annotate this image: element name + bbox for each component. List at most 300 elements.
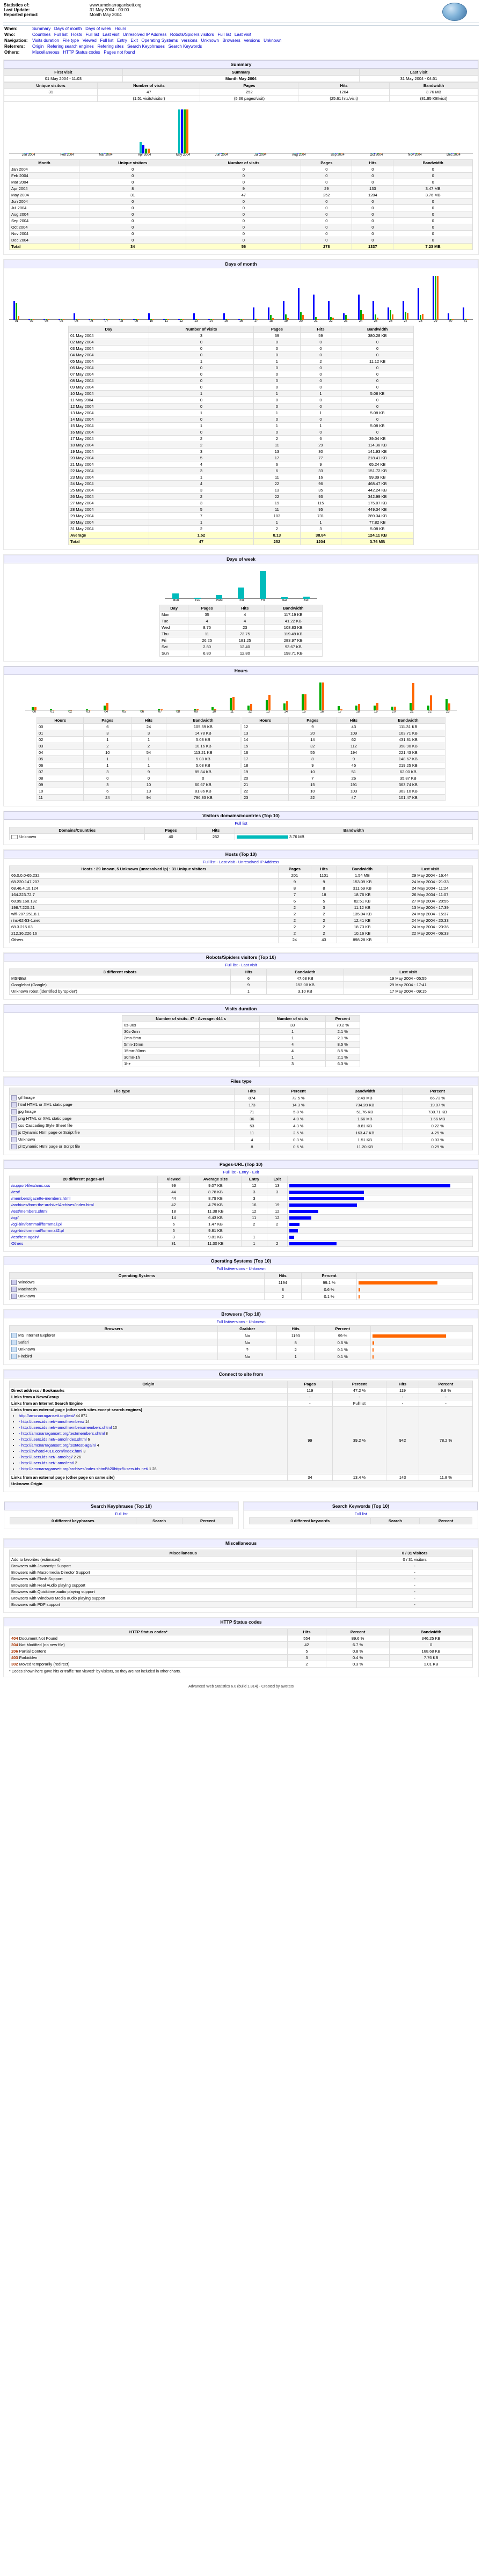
nav-link-visits-duration[interactable]: Visits duration xyxy=(32,38,60,43)
days-of-month-chart xyxy=(9,274,473,320)
days-month-cell: 11 xyxy=(254,507,301,513)
http-percent-cell: 0.4 % xyxy=(326,1655,390,1661)
robots-lastvisit-link[interactable]: Last visit xyxy=(241,963,257,968)
hosts-cell: 2 xyxy=(311,924,337,930)
hours-cell: 24 xyxy=(84,795,132,801)
http-code-cell: 206 Partial Content xyxy=(10,1648,288,1655)
table-row xyxy=(10,1339,473,1346)
nav-link-os-unknown[interactable]: Unknown xyxy=(201,38,219,43)
table-row xyxy=(10,179,473,186)
hour-chart-label: 06 xyxy=(140,710,144,714)
day-chart-label: 11 xyxy=(164,320,168,323)
filetype-cell: 72.5 % xyxy=(269,1095,327,1102)
nav-link-days-of-week[interactable]: Days of week xyxy=(85,26,112,31)
filetype-cell: 51.76 KB xyxy=(327,1109,403,1115)
bar-pages xyxy=(106,319,107,320)
days-month-cell: 1 xyxy=(254,391,301,397)
summary-cell: 0 xyxy=(186,237,301,244)
table-row xyxy=(10,924,473,930)
hour-chart-group xyxy=(403,664,421,710)
page-url-link[interactable]: /members/gazette-members.html xyxy=(11,1196,71,1201)
filetype-cell: 2.49 MB xyxy=(327,1095,403,1102)
table-row xyxy=(10,1095,473,1102)
page-url-link[interactable]: /archives/from-the-archive/Archives/index.html xyxy=(11,1202,94,1208)
hosts-col-hits: Hits xyxy=(311,866,337,872)
connect-external-count: 6 xyxy=(86,1438,90,1442)
day-chart-label: 18 xyxy=(269,320,273,323)
connect-external-link[interactable]: - http://amcnarragansett.org/archives/index.shtml%20http://users.ids.net/ xyxy=(19,1466,148,1472)
hosts-title: Hosts (Top 10) xyxy=(4,850,478,858)
hours-cell: 221.43 KB xyxy=(371,750,445,756)
countries-fulllist-link[interactable]: Full list xyxy=(235,821,247,826)
nav-link-countries[interactable]: Countries xyxy=(32,32,51,37)
page-url-metric-cell: 12 xyxy=(242,1208,267,1215)
hours-cell: 3 xyxy=(84,782,132,788)
hours-cell: 6 xyxy=(84,724,132,730)
summary-chart-month xyxy=(125,107,164,153)
nav-link-countries-fulllist[interactable]: Full list xyxy=(54,32,68,37)
connect-cell: Links from an Internet Search Engine xyxy=(10,1400,288,1407)
visit-duration-cell: 1 xyxy=(260,1029,325,1035)
days-month-cell: 29 May 2004 xyxy=(69,513,149,519)
keyphrases-title: Search Keyphrases (Top 10) xyxy=(4,1502,238,1510)
misc-value-cell: - xyxy=(357,1595,473,1602)
days-month-cell: 30 xyxy=(300,449,341,455)
day-chart-group xyxy=(338,274,353,320)
hosts-unresolved-ip-link[interactable]: Unresolved IP Address xyxy=(238,860,280,865)
connect-external-link[interactable]: - http://users.ids.net/~amc/members/members.shtml xyxy=(19,1425,112,1430)
weekday-chart-label: Wed xyxy=(216,599,223,602)
page-url-link[interactable]: /support-files/amc.css xyxy=(11,1183,50,1188)
connect-unknown-row xyxy=(10,1481,473,1487)
connect-samesite-metric-cell: 143 xyxy=(386,1474,419,1481)
nav-others-label: Others: xyxy=(4,50,20,55)
keyphrases-subtitle: 0 different keyphrases xyxy=(10,1518,136,1524)
table-row xyxy=(10,218,473,224)
hours-tables-wrapper xyxy=(36,716,446,802)
hours-cell: 10 xyxy=(132,782,166,788)
connect-cell: Direct address / Bookmarks xyxy=(10,1388,288,1394)
hosts-cell: 2 xyxy=(279,930,311,937)
nav-link-browsers-versions[interactable]: versions xyxy=(244,38,260,43)
nav-link-robots[interactable]: Robots/Spiders visitors xyxy=(170,32,214,37)
summary-last-visit-value: 31 May 2004 - 04:51 xyxy=(360,76,478,82)
day-chart-label: 02 xyxy=(30,320,34,323)
days-month-cell: 0 xyxy=(341,346,414,352)
hours-cell: 54 xyxy=(132,750,166,756)
bar-visits xyxy=(268,307,269,320)
hosts-cell: 18.76 KB xyxy=(337,892,388,898)
http-status-table xyxy=(9,1628,473,1668)
os-fulllist-link[interactable]: Full list/versions xyxy=(216,1266,245,1272)
bar-hits xyxy=(448,703,450,710)
nav-link-entry[interactable]: Entry xyxy=(117,38,127,43)
connect-external-link[interactable]: - http://amcnarragansett.org/test/members.shtml xyxy=(19,1431,105,1436)
table-row xyxy=(69,391,414,397)
bar-pages xyxy=(225,319,227,320)
page-url-link[interactable]: /test/members.shtml xyxy=(11,1209,48,1214)
hours-cell: 8 xyxy=(289,756,337,762)
bar-hits xyxy=(160,709,163,710)
country-pages-cell: 40 xyxy=(145,834,197,840)
connect-external-list-item xyxy=(19,1419,286,1425)
connect-external-link[interactable]: - http://users.ids.net/~amc/index.shtml xyxy=(19,1437,87,1442)
nav-link-robots-fulllist[interactable]: Full list xyxy=(217,32,231,37)
summary-cell: 0 xyxy=(186,199,301,205)
filetype-cell: 4 xyxy=(235,1136,270,1143)
col-hits: Hits xyxy=(352,160,393,166)
days-month-cell: 0 xyxy=(300,352,341,358)
nav-link-hosts-fulllist[interactable]: Full list xyxy=(85,32,99,37)
browsers-col-bar xyxy=(371,1326,473,1332)
summary-cell: Dec 2004 xyxy=(10,237,79,244)
days-month-cell: 09 May 2004 xyxy=(69,384,149,391)
hosts-cell: 898.28 KB xyxy=(337,937,388,943)
nav-link-hours[interactable]: Hours xyxy=(114,26,127,31)
days-month-cell: 39 xyxy=(254,333,301,339)
pages-url-col-entry: Entry xyxy=(242,1176,267,1183)
summary-cell: 0 xyxy=(352,237,393,244)
days-month-cell: 1 xyxy=(149,358,253,365)
page-url-link[interactable]: Others xyxy=(11,1241,24,1246)
days-month-cell: 19 May 2004 xyxy=(69,449,149,455)
days-month-cell: 3 xyxy=(300,526,341,532)
last-update-value: 31 May 2004 - 00:00 xyxy=(90,8,129,12)
hosts-cell: 11.12 KB xyxy=(337,905,388,911)
bar-hits xyxy=(213,319,214,320)
days-month-cell: 3 xyxy=(149,468,253,474)
hour-chart-label: 23 xyxy=(446,710,450,714)
day-chart-label: 10 xyxy=(149,320,154,323)
col-hits: Hits xyxy=(337,717,371,724)
table-row xyxy=(242,782,446,788)
table-row xyxy=(10,1388,473,1394)
days-month-cell: 19 xyxy=(254,500,301,507)
table-row xyxy=(10,1576,473,1582)
page-url-metric-cell: 8.79 KB xyxy=(189,1195,241,1202)
table-row xyxy=(242,737,446,743)
browsers-fulllist-link[interactable]: Full list/versions xyxy=(216,1319,245,1325)
nav-link-http-status[interactable]: HTTP Status codes xyxy=(63,50,100,55)
table-row xyxy=(69,339,414,346)
hours-cell: 14 xyxy=(289,737,337,743)
table-row xyxy=(10,834,473,840)
http-percent-cell: 0.3 % xyxy=(326,1661,390,1668)
table-row xyxy=(69,474,414,481)
robots-cell: 9 xyxy=(230,982,266,988)
nav-link-viewed[interactable]: Viewed xyxy=(82,38,97,43)
bar-hits xyxy=(272,318,274,320)
hour-chart-group xyxy=(205,664,223,710)
col-pages: Pages xyxy=(289,717,337,724)
hosts-cell: 2 xyxy=(279,924,311,930)
nav-link-exit[interactable]: Exit xyxy=(130,38,138,43)
table-row xyxy=(10,1286,473,1293)
keywords-col-search: Search xyxy=(371,1518,420,1524)
table-row xyxy=(10,879,473,885)
page-url-cell xyxy=(10,1241,158,1247)
hosts-cell: 201 xyxy=(279,872,311,879)
keywords-fulllist-link[interactable]: Full list xyxy=(354,1511,367,1517)
bar-weekday xyxy=(216,595,222,599)
browsers-col-percent: Percent xyxy=(315,1326,371,1332)
days-of-month-section xyxy=(3,259,479,550)
hosts-lastvisit-link[interactable]: Last visit xyxy=(219,860,235,865)
nav-link-search-keywords[interactable]: Search Keywords xyxy=(168,44,202,49)
bar-visits xyxy=(418,288,419,320)
browser-bar xyxy=(373,1334,446,1338)
day-chart-group xyxy=(24,274,39,320)
table-row xyxy=(69,384,414,391)
page-url-bar xyxy=(289,1191,364,1194)
table-row xyxy=(37,756,240,762)
hours-cell: 16 xyxy=(242,750,289,756)
page-url-link[interactable]: /cgi-bin/formmail/formmail.pl xyxy=(11,1222,62,1227)
day-chart-label: 06 xyxy=(89,320,93,323)
connect-external-link[interactable]: - http://amcnarragansett.org/test/test-again/ xyxy=(19,1443,96,1448)
hours-cell: 111.31 KB xyxy=(371,724,445,730)
metric-label-unique-visitors: Unique visitors xyxy=(4,83,98,89)
summary-total-cell: 278 xyxy=(301,244,352,250)
pages-url-exit-link[interactable]: Exit xyxy=(252,1170,259,1175)
days-week-cell: 12.40 xyxy=(225,644,264,650)
hours-cell: 55 xyxy=(289,750,337,756)
day-chart-label: 15 xyxy=(224,320,228,323)
nav-link-browsers-unknown[interactable]: Unknown xyxy=(264,38,282,43)
hours-cell: 10 xyxy=(289,769,337,775)
browser-bar xyxy=(373,1355,374,1359)
bar-visits xyxy=(298,288,300,320)
day-chart-label: 12 xyxy=(179,320,183,323)
bar-hits xyxy=(182,319,184,320)
misc-name-cell: Browsers with Quicktime audio playing support xyxy=(10,1589,357,1595)
hosts-fulllist-link[interactable]: Full list xyxy=(202,860,216,865)
keyphrases-fulllist-link[interactable]: Full list xyxy=(115,1511,128,1517)
page-url-link[interactable]: /cgi-bin/formmail/formmail2.pl xyxy=(11,1228,64,1234)
days-month-cell: 12 May 2004 xyxy=(69,403,149,410)
page-url-bar xyxy=(289,1236,294,1239)
visits-duration-section xyxy=(3,1004,479,1072)
table-row xyxy=(242,788,446,795)
summary-cell: Aug 2004 xyxy=(10,211,79,218)
page-url-metric-cell: 6.43 KB xyxy=(189,1215,241,1221)
table-row xyxy=(122,1041,360,1048)
metric-label-bandwidth: Bandwidth xyxy=(390,83,478,89)
nav-link-robots-lastvisit[interactable]: Last visit xyxy=(234,32,252,37)
table-row xyxy=(69,513,414,519)
robots-section: Robots/Spiders visitors (Top 10) Full list - Last visit 3 different robots Hits Bandwidth Last visit MSNBot 6 47.68 KB 19 May 2004 - 05:55 Googlebot (Google) 9 153.08 KB 29 May 2004 - 17:41 Unknown robot (identified by 'spider') 1 3.10 KB 17 May 2004 - 09:15 xyxy=(3,952,479,1000)
day-chart-group xyxy=(174,274,189,320)
days-month-cell: 59 xyxy=(300,333,341,339)
day-chart-group xyxy=(458,274,473,320)
summary-cell: Jun 2004 xyxy=(10,199,79,205)
hours-cell: 22 xyxy=(289,795,337,801)
pages-url-entry-link[interactable]: Entry xyxy=(239,1170,249,1175)
http-col-percent: Percent xyxy=(326,1629,390,1635)
bar-visits xyxy=(89,319,90,320)
table-row xyxy=(37,730,240,737)
hours-cell: 9 xyxy=(337,756,371,762)
visit-duration-cell: 4 xyxy=(260,1048,325,1054)
hours-cell: 103 xyxy=(337,788,371,795)
nav-link-refering-sites[interactable]: Refering sites xyxy=(97,44,124,49)
page-url-link[interactable]: /cgi/ xyxy=(11,1215,19,1221)
bar-hits xyxy=(467,319,469,320)
visit-duration-cell: 30s-2mn xyxy=(122,1029,260,1035)
hosts-table xyxy=(9,865,473,943)
summary-cell: 0 xyxy=(79,224,186,231)
table-row xyxy=(10,918,473,924)
table-row xyxy=(10,1400,473,1407)
os-unknown-link[interactable]: Unknown xyxy=(249,1266,266,1272)
summary-cell: 133 xyxy=(352,186,393,192)
nav-link-days-of-month[interactable]: Days of month xyxy=(54,26,82,31)
bar-hits xyxy=(123,319,125,320)
bar-hits xyxy=(286,701,288,710)
nav-link-hosts[interactable]: Hosts xyxy=(71,32,82,37)
nav-link-file-type[interactable]: File type xyxy=(62,38,79,43)
os-bar xyxy=(359,1281,437,1285)
summary-total-cell: 7.23 MB xyxy=(393,244,473,250)
nav-link-unresolved-ip[interactable]: Unresolved IP Address xyxy=(122,32,167,37)
filetype-cell: 4.3 % xyxy=(269,1122,327,1129)
days-month-cell: 4 xyxy=(149,461,253,468)
bar-hits xyxy=(340,709,342,710)
summary-chart-month xyxy=(86,107,125,153)
table-row xyxy=(10,1115,473,1122)
days-of-week-table xyxy=(159,605,323,657)
days-of-week-title: Days of week xyxy=(4,555,478,563)
nav-link-origin[interactable]: Origin xyxy=(32,44,44,49)
connect-external-link[interactable]: - http://users.ids.net/~amc/test/ xyxy=(19,1461,74,1466)
connect-external-link[interactable]: - http://users.ids.net/~amc/cgi/ xyxy=(19,1455,73,1460)
hour-chart-group xyxy=(421,664,439,710)
nav-link-refering-search-engines[interactable]: Refering search engines xyxy=(47,44,94,49)
summary-cell: 0 xyxy=(393,166,473,173)
page-url-link[interactable]: /test/ xyxy=(11,1190,20,1195)
days-month-cell: 2 xyxy=(149,436,253,442)
summary-metrics-table xyxy=(4,82,478,102)
hosts-cell: 311.69 KB xyxy=(337,885,388,892)
days-week-cell: 41.22 KB xyxy=(264,618,322,625)
days-month-cell: 95 xyxy=(300,507,341,513)
days-month-cell: 0 xyxy=(254,339,301,346)
summary-col-last-visit: Last visit xyxy=(360,69,478,76)
hour-chart-group xyxy=(349,664,367,710)
page-footer: Advanced Web Statistics 6.0 (build 1.814) - Created by awstats xyxy=(188,1685,294,1689)
col-domain: Domains/Countries xyxy=(10,827,145,834)
connect-cell: Full list xyxy=(333,1400,386,1407)
table-row xyxy=(69,416,414,423)
nav-link-os-versions[interactable]: versions xyxy=(181,38,198,43)
misc-value-cell: - xyxy=(357,1569,473,1576)
page-url-cell xyxy=(10,1183,158,1189)
country-flag-icon xyxy=(11,835,18,839)
nav-link-browsers[interactable]: Browsers xyxy=(222,38,240,43)
table-row xyxy=(10,1648,473,1655)
hours-cell: 10 xyxy=(37,788,84,795)
day-chart-label: 04 xyxy=(60,320,63,323)
bar-hits xyxy=(167,319,169,320)
bar-hits xyxy=(430,695,432,710)
day-chart-group xyxy=(264,274,279,320)
bar-visits xyxy=(148,313,150,320)
page-url-metric-cell: 4.79 KB xyxy=(189,1202,241,1208)
last-update-label: Last Update: xyxy=(4,8,30,12)
robots-subtitle: 3 different robots xyxy=(10,969,231,975)
visits-duration-title: Visits duration xyxy=(4,1004,478,1013)
report-header xyxy=(3,2,479,23)
connect-col-hits-percent: Percent xyxy=(419,1381,473,1388)
hosts-cell: Others xyxy=(10,937,279,943)
summary-cell: 0 xyxy=(352,218,393,224)
days-of-week-section xyxy=(3,554,479,662)
table-row xyxy=(10,205,473,211)
robots-col-bandwidth: Bandwidth xyxy=(267,969,344,975)
connect-external-link[interactable]: - http://sv/hotel4010.com/index.html xyxy=(19,1449,83,1454)
nav-link-miscellaneous[interactable]: Miscellaneous xyxy=(32,50,60,55)
summary-cell: 0 xyxy=(301,199,352,205)
day-chart-group xyxy=(233,274,249,320)
robots-cell: Googlebot (Google) xyxy=(10,982,231,988)
nav-link-summary[interactable]: Summary xyxy=(32,26,51,31)
days-month-cell: 0 xyxy=(254,397,301,403)
nav-link-viewed-fulllist[interactable]: Full list xyxy=(100,38,114,43)
table-row xyxy=(69,436,414,442)
os-name-cell: Windows xyxy=(10,1279,265,1286)
connect-external-link[interactable]: http://amcnarragansett.org/test/ xyxy=(19,1413,75,1419)
summary-total-row xyxy=(10,244,473,250)
keywords-section xyxy=(243,1501,478,1529)
summary-cell: 0 xyxy=(79,179,186,186)
table-row xyxy=(37,782,240,788)
table-row xyxy=(10,1635,473,1642)
hour-chart-group xyxy=(385,664,403,710)
table-row xyxy=(69,507,414,513)
days-month-cell: 0 xyxy=(300,403,341,410)
bar-hits xyxy=(148,149,150,153)
page-url-metric-cell: 9.07 KB xyxy=(189,1183,241,1189)
summary-cell: 0 xyxy=(393,224,473,231)
hours-cell: 11 xyxy=(37,795,84,801)
hours-cell: 148.67 KB xyxy=(371,756,445,762)
days-month-cell: 1 xyxy=(254,519,301,526)
os-col-percent: Percent xyxy=(301,1273,356,1279)
hosts-cell: 3 xyxy=(311,905,337,911)
browsers-unknown-link[interactable]: Unknown xyxy=(249,1319,266,1325)
http-bandwidth-cell: 0 xyxy=(390,1642,473,1648)
connect-external-link[interactable]: - http://users.ids.net/~amc/members/ xyxy=(19,1419,84,1425)
hours-cell: 10 xyxy=(84,750,132,756)
summary-cell: 0 xyxy=(352,173,393,179)
hour-chart-label: 19 xyxy=(374,710,378,714)
nav-link-hosts-lastvisit[interactable]: Last visit xyxy=(103,32,120,37)
days-month-cell: 0 xyxy=(254,429,301,436)
pages-url-fulllist-link[interactable]: Full list xyxy=(223,1170,236,1175)
days-month-cell: 731 xyxy=(300,513,341,519)
bar-visits xyxy=(133,319,135,320)
nav-link-pages-not-found[interactable]: Pages not found xyxy=(104,50,135,55)
days-of-week-chart xyxy=(165,569,317,599)
robots-fulllist-link[interactable]: Full list xyxy=(225,963,238,968)
page-url-link[interactable]: /test/test-again/ xyxy=(11,1235,39,1240)
bar-hits xyxy=(152,319,154,320)
days-month-cell: 5 xyxy=(149,455,253,461)
hours-cell: 18 xyxy=(242,762,289,769)
col-pages: Pages xyxy=(188,605,226,612)
nav-link-os[interactable]: Operating Systems xyxy=(141,38,178,43)
nav-link-search-keyphrases[interactable]: Search Keyphrases xyxy=(127,44,165,49)
